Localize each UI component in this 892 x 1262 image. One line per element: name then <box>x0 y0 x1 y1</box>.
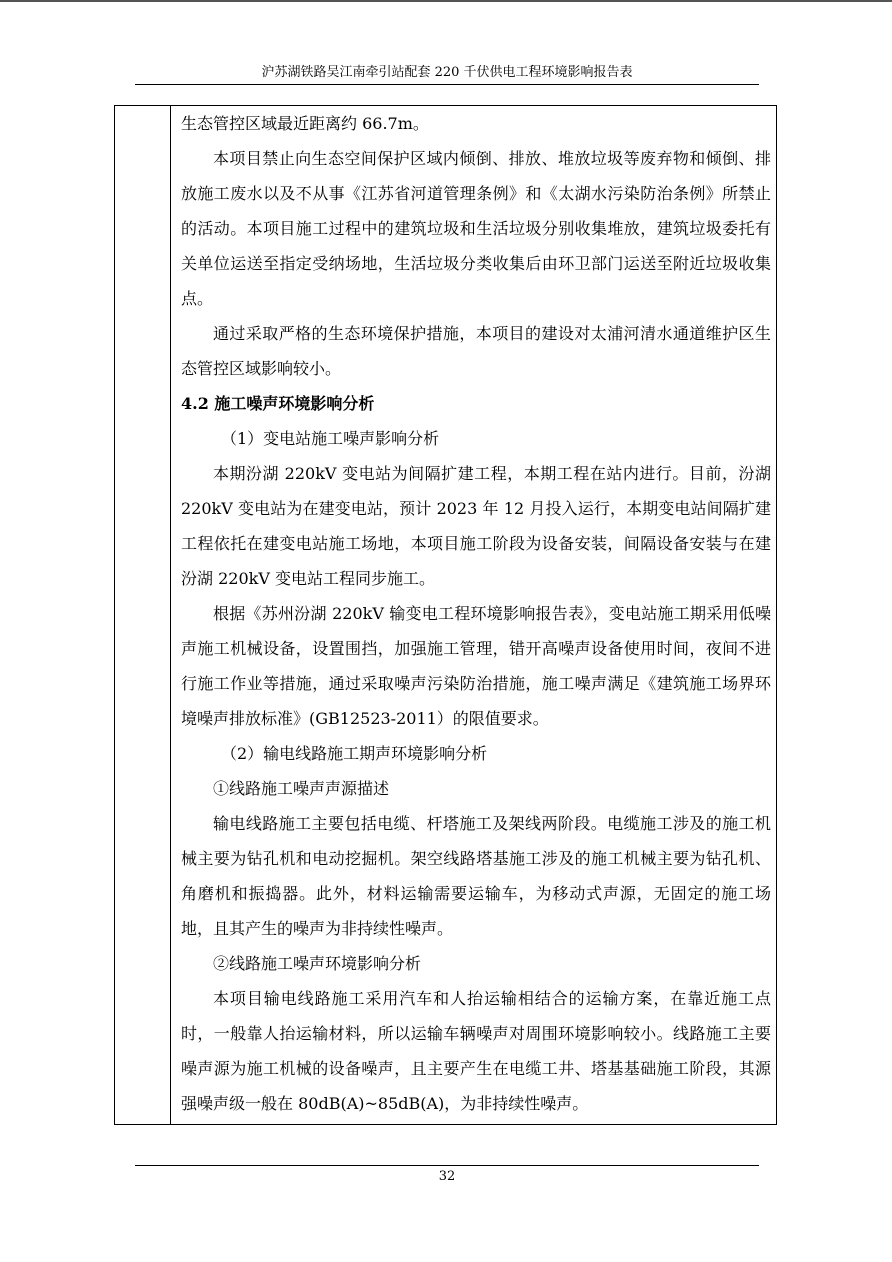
table-column-divider <box>170 105 171 1125</box>
subheading-noise-source: ①线路施工噪声声源描述 <box>213 779 390 798</box>
subheading-noise-impact: ②线路施工噪声环境影响分析 <box>213 954 422 973</box>
header-rule <box>135 84 759 85</box>
section-heading-4-2: 4.2 施工噪声环境影响分析 <box>181 394 375 413</box>
paragraph-protection-conclusion: 通过采取严格的生态环境保护措施，本项目的建设对太浦河清水通道维护区生态管控区域影响较小。 <box>181 324 771 378</box>
page-header-title: 沪苏湖铁路吴江南牵引站配套 220 千伏供电工程环境影响报告表 <box>261 65 633 80</box>
paragraph-ecological-distance: 生态管控区域最近距离约 66.7m。 <box>181 114 429 133</box>
paragraph-noise-impact-analysis: 本项目输电线路施工采用汽车和人抬运输相结合的运输方案，在靠近施工点时，一般靠人抬运输材料，所以运输车辆噪声对周围环境影响较小。线路施工主要噪声源为施工机械的设备噪声，且主要产生在电缆工井、塔基基础施工阶段，其源强噪声级一般在 80dB(A)~85dB(A)，为非持续性噪声。 <box>181 989 771 1113</box>
footer-rule <box>135 1165 759 1166</box>
page-number: 32 <box>438 1169 456 1184</box>
top-border-line <box>0 0 892 2</box>
subheading-line-noise: （2）输电线路施工期声环境影响分析 <box>221 744 488 763</box>
paragraph-substation-noise-measures: 根据《苏州汾湖 220kV 输变电工程环境影响报告表》，变电站施工期采用低噪声施工机械设备，设置围挡，加强施工管理，错开高噪声设备使用时间，夜间不进行施工作业等措施，通过采取噪声污染防治措施，施工噪声满足《建筑施工场界环境噪声排放标准》(GB12523-2011）的限值要求。 <box>181 604 771 728</box>
subheading-substation-noise: （1）变电站施工噪声影响分析 <box>221 429 440 448</box>
table-content-cell <box>181 106 771 1121</box>
paragraph-noise-source-description: 输电线路施工主要包括电缆、杆塔施工及架线两阶段。电缆施工涉及的施工机械主要为钻孔机和电动挖掘机。架空线路塔基施工涉及的施工机械主要为钻孔机、角磨机和振捣器。此外，材料运输需要运输车，为移动式声源，无固定的施工场地，且其产生的噪声为非持续性噪声。 <box>181 814 771 938</box>
paragraph-substation-expansion: 本期汾湖 220kV 变电站为间隔扩建工程，本期工程在站内进行。目前，汾湖 220kV 变电站为在建变电站，预计 2023 年 12 月投入运行，本期变电站间隔扩建工程依托在建变电站施工场地，本项目施工阶段为设备安装，间隔设备安装与在建汾湖 220kV 变电站工程同步施工。 <box>181 464 771 588</box>
paragraph-prohibited-activities: 本项目禁止向生态空间保护区域内倾倒、排放、堆放垃圾等废弃物和倾倒、排放施工废水以及不从事《江苏省河道管理条例》和《太湖水污染防治条例》所禁止的活动。本项目施工过程中的建筑垃圾和生活垃圾分别收集堆放，建筑垃圾委托有关单位运送至指定受纳场地，生活垃圾分类收集后由环卫部门运送至附近垃圾收集点。 <box>181 149 771 308</box>
